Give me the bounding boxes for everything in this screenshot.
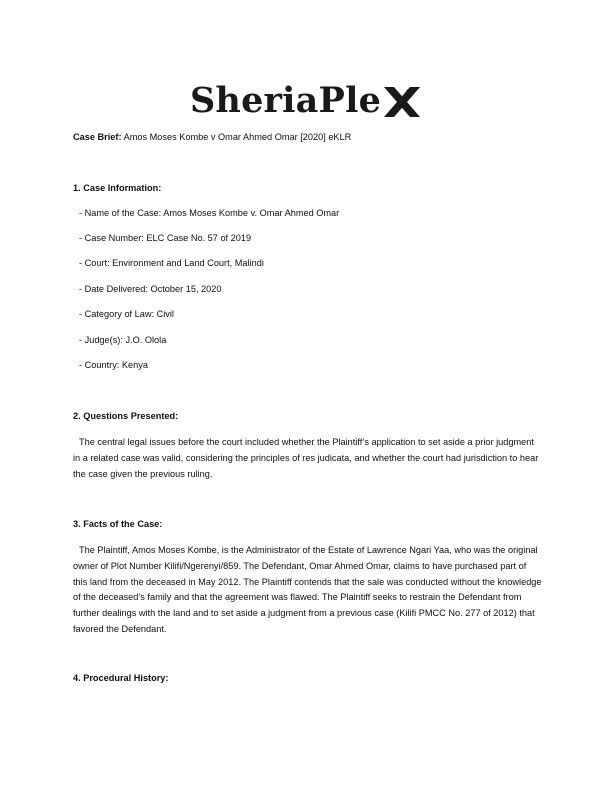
case-information-item: - Judge(s): J.O. Olola [79, 335, 167, 345]
logo-x-mark [382, 85, 422, 119]
case-information-item: - Date Delivered: October 15, 2020 [79, 284, 222, 294]
questions-presented-body: The central legal issues before the court included whether the Plaintiff’s application to set aside a prior judgment in a related case was valid, considering the principles of res judicata, and whether the court had jurisdiction to hear the case given the previous ruling. [73, 437, 539, 479]
sheriaplex-logo [0, 78, 612, 122]
case-information-item: - Category of Law: Civil [79, 309, 174, 319]
procedural-history-section [73, 671, 543, 685]
logo-text: SheriaPle [189, 79, 382, 121]
case-brief-line [73, 130, 351, 144]
procedural-history-heading: 4. Procedural History: [73, 673, 169, 683]
case-information-section [73, 181, 543, 371]
case-brief-title: Amos Moses Kombe v Omar Ahmed Omar [2020] eKLR [123, 132, 352, 142]
case-brief-label: Case Brief: [73, 132, 122, 142]
questions-presented-heading: 2. Questions Presented: [73, 411, 179, 421]
facts-section [73, 517, 543, 638]
case-information-item: - Country: Kenya [79, 360, 148, 370]
questions-presented-section [73, 409, 543, 482]
facts-body: The Plaintiff, Amos Moses Kombe, is the Administrator of the Estate of Lawrence Ngari Yaa, who was the original owner of Plot Number Kilifi/Ngerenyi/859. The Defendant, Omar Ahmed Omar, claims to have purchased part of this land from the deceased in May 2012. The Plaintiff contends that the sale was conducted without the knowledge of the deceased’s family and that the agreement was flawed. The Plaintiff seeks to restrain the Defendant from further dealings with the land and to set aside a judgment from a previous case (Kilifi PMCC No. 277 of 2012) that favored the Defendant. [73, 545, 542, 634]
case-information-heading: 1. Case Information: [73, 183, 162, 193]
facts-heading: 3. Facts of the Case: [73, 519, 163, 529]
case-information-item: - Court: Environment and Land Court, Malindi [79, 258, 264, 268]
case-information-item: - Case Number: ELC Case No. 57 of 2019 [79, 233, 252, 243]
case-information-item: - Name of the Case: Amos Moses Kombe v. Omar Ahmed Omar [79, 208, 340, 218]
